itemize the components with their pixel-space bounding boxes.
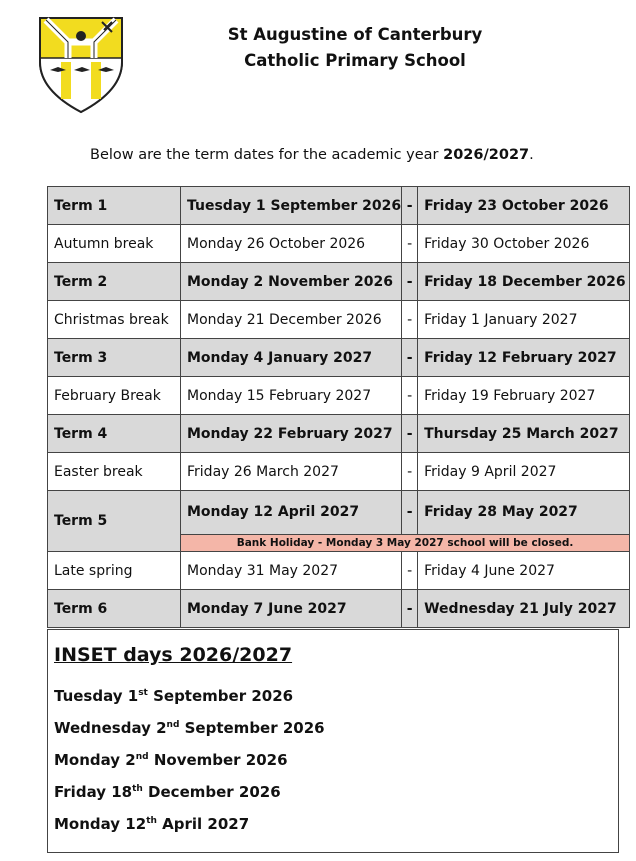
term-name: Term 4: [48, 415, 181, 453]
start-date: Monday 21 December 2026: [181, 301, 402, 339]
start-date: Monday 15 February 2027: [181, 377, 402, 415]
start-date: Monday 2 November 2026: [181, 263, 402, 301]
dash: -: [402, 263, 418, 301]
inset-days-list: [54, 682, 325, 842]
school-name-line1: St Augustine of Canterbury: [227, 25, 483, 44]
school-name: [190, 22, 520, 74]
dash: -: [402, 552, 418, 590]
inset-day-suffix: nd: [166, 720, 180, 730]
dash: -: [402, 415, 418, 453]
end-date: Friday 28 May 2027: [418, 491, 630, 535]
end-date: Friday 18 December 2026: [418, 263, 630, 301]
inset-day: [54, 714, 325, 746]
table-row: [48, 453, 630, 491]
dash: -: [402, 377, 418, 415]
start-date: Monday 22 February 2027: [181, 415, 402, 453]
inset-day-date: Monday 12: [54, 815, 147, 833]
term-name: Easter break: [48, 453, 181, 491]
dash: -: [402, 491, 418, 535]
end-date: Friday 4 June 2027: [418, 552, 630, 590]
inset-day: [54, 746, 325, 778]
inset-title: INSET days 2026/2027: [54, 644, 293, 666]
end-date: Friday 9 April 2027: [418, 453, 630, 491]
school-name-line2: Catholic Primary School: [244, 51, 466, 70]
term-name: Term 6: [48, 590, 181, 628]
academic-year: 2026/2027: [443, 147, 530, 163]
inset-day: [54, 682, 325, 714]
inset-day-suffix: th: [146, 816, 157, 826]
table-row: [48, 225, 630, 263]
inset-day-date: Wednesday 2: [54, 719, 167, 737]
term-name: Late spring: [48, 552, 181, 590]
term-name: Term 1: [48, 187, 181, 225]
start-date: Friday 26 March 2027: [181, 453, 402, 491]
table-row: [48, 491, 630, 535]
table-row: [48, 187, 630, 225]
inset-days-box: [47, 629, 619, 853]
inset-day-suffix: st: [138, 688, 148, 698]
table-row: [48, 590, 630, 628]
inset-day-date: Monday 2: [54, 751, 136, 769]
term-dates-table: [47, 186, 630, 628]
inset-day-month: September 2026: [179, 719, 325, 737]
intro-label: Below are the term dates for the academic year: [90, 147, 444, 163]
dash: -: [402, 453, 418, 491]
table-row: [48, 415, 630, 453]
table-row: [48, 552, 630, 590]
dash: -: [402, 187, 418, 225]
inset-day-date: Friday 18: [54, 783, 133, 801]
inset-day-suffix: th: [132, 784, 143, 794]
school-crest-icon: [38, 14, 124, 114]
term-name: Term 2: [48, 263, 181, 301]
start-date: Tuesday 1 September 2026: [181, 187, 402, 225]
end-date: Friday 12 February 2027: [418, 339, 630, 377]
dash: -: [402, 301, 418, 339]
start-date: Monday 31 May 2027: [181, 552, 402, 590]
bank-holiday-note: Bank Holiday - Monday 3 May 2027 school will be closed.: [181, 534, 630, 551]
table-row: [48, 301, 630, 339]
end-date: Wednesday 21 July 2027: [418, 590, 630, 628]
inset-day-date: Tuesday 1: [54, 687, 139, 705]
dash: -: [402, 339, 418, 377]
dash: -: [402, 590, 418, 628]
end-date: Friday 30 October 2026: [418, 225, 630, 263]
inset-day-month: April 2027: [156, 815, 250, 833]
table-row: [48, 339, 630, 377]
start-date: Monday 12 April 2027: [181, 491, 402, 535]
inset-day-month: November 2026: [148, 751, 288, 769]
end-date: Thursday 25 March 2027: [418, 415, 630, 453]
table-row: [48, 377, 630, 415]
inset-day-month: December 2026: [142, 783, 281, 801]
end-date: Friday 19 February 2027: [418, 377, 630, 415]
table-row: [48, 263, 630, 301]
inset-day-suffix: nd: [135, 752, 149, 762]
start-date: Monday 26 October 2026: [181, 225, 402, 263]
start-date: Monday 7 June 2027: [181, 590, 402, 628]
inset-day: [54, 810, 325, 842]
term-name: Autumn break: [48, 225, 181, 263]
start-date: Monday 4 January 2027: [181, 339, 402, 377]
intro-end: .: [529, 147, 534, 163]
intro-text: [90, 147, 534, 163]
term-name: Term 3: [48, 339, 181, 377]
end-date: Friday 1 January 2027: [418, 301, 630, 339]
term-name: Term 5: [48, 491, 181, 552]
dash: -: [402, 225, 418, 263]
inset-day-month: September 2026: [147, 687, 294, 705]
term-name: Christmas break: [48, 301, 181, 339]
term-name: February Break: [48, 377, 181, 415]
end-date: Friday 23 October 2026: [418, 187, 630, 225]
inset-day: [54, 778, 325, 810]
